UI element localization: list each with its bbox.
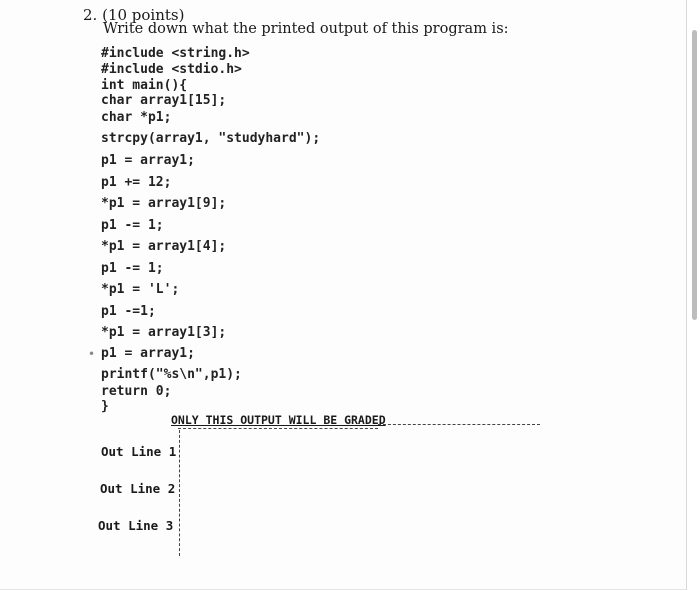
code-line: int main(){ [101, 78, 188, 93]
bullet-dot-icon: • [88, 347, 96, 361]
code-line: *p1 = array1[4]; [101, 239, 227, 254]
code-line: p1 -= 1; [101, 218, 164, 233]
code-line: return 0; [101, 384, 172, 399]
scrollbar[interactable] [692, 30, 697, 320]
out-line-2-label: Out Line 2 [100, 481, 176, 496]
code-line: *p1 = array1[9]; [101, 196, 227, 211]
code-line: #include <string.h> [101, 46, 250, 61]
answer-divider-right [378, 424, 540, 425]
out-line-1-label: Out Line 1 [101, 444, 177, 459]
code-line: p1 = array1; [101, 346, 195, 361]
answer-column-divider [179, 430, 180, 556]
code-line: #include <stdio.h> [101, 62, 242, 77]
code-line: strcpy(array1, "studyhard"); [101, 131, 321, 146]
code-line: p1 = array1; [101, 153, 195, 168]
code-line: char *p1; [101, 110, 172, 125]
code-line: *p1 = array1[3]; [101, 325, 227, 340]
code-line: p1 -= 1; [101, 261, 164, 276]
question-instruction: Write down what the printed output of this program is: [103, 21, 509, 37]
question-points: (10 points) [102, 6, 185, 24]
out-line-3-label: Out Line 3 [98, 518, 174, 533]
code-line: printf("%s\n",p1); [101, 367, 242, 382]
code-line: p1 += 12; [101, 175, 172, 190]
question-number-text: 2. [83, 6, 98, 24]
answer-divider [178, 428, 378, 429]
code-line: } [101, 399, 109, 414]
graded-note: ONLY THIS OUTPUT WILL BE GRADED [171, 413, 386, 427]
code-line: *p1 = 'L'; [101, 282, 180, 297]
code-line: p1 -=1; [101, 304, 156, 319]
code-line: char array1[15]; [101, 93, 227, 108]
